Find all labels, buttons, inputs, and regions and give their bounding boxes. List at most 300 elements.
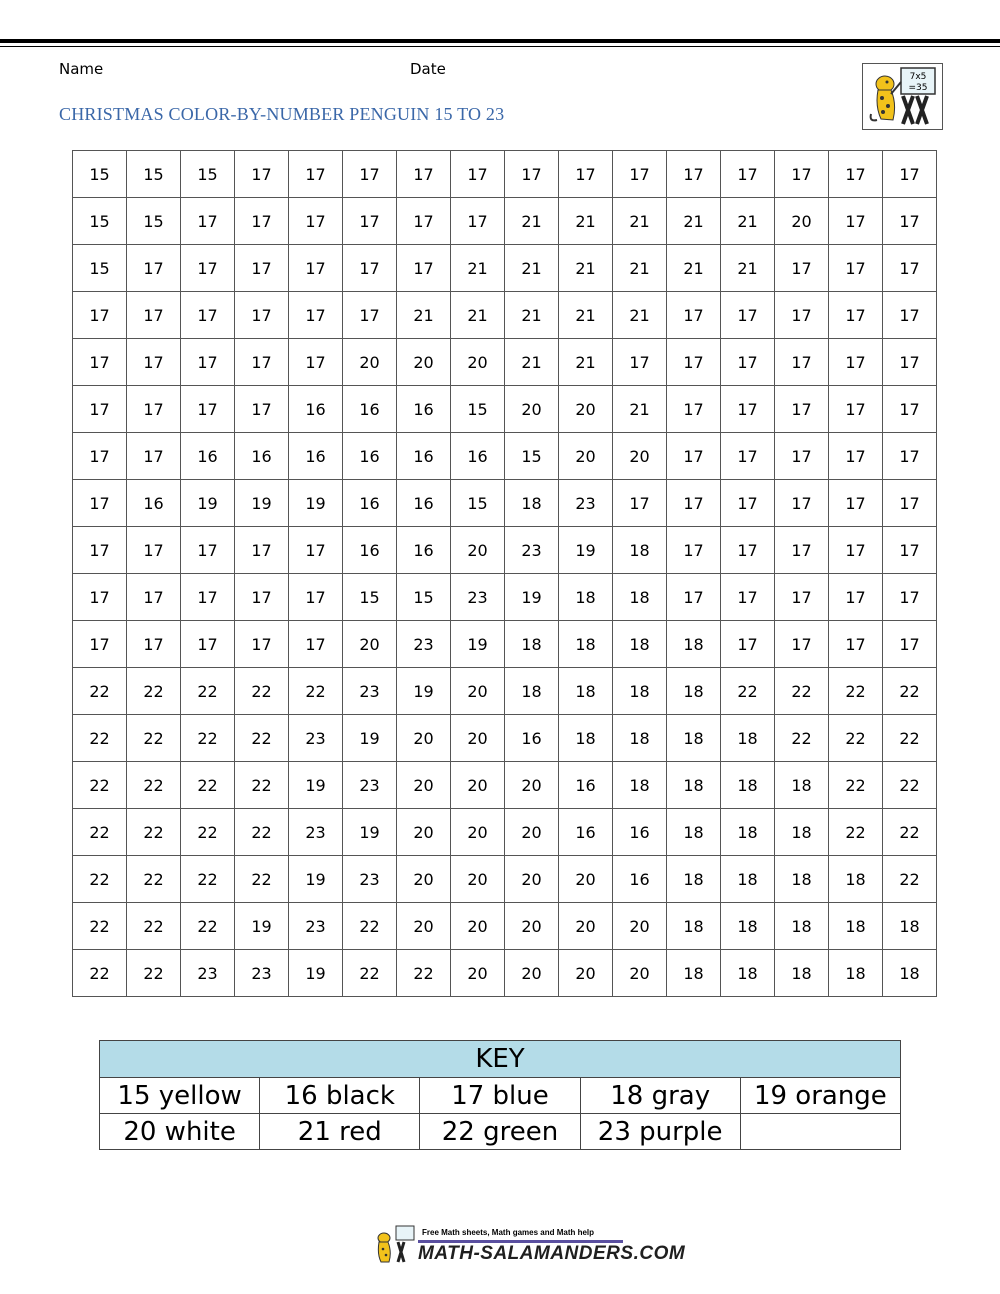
grid-cell: 17 <box>775 292 829 339</box>
grid-cell: 15 <box>127 198 181 245</box>
grid-cell: 17 <box>883 245 937 292</box>
grid-cell: 20 <box>775 198 829 245</box>
grid-cell: 23 <box>397 621 451 668</box>
grid-cell: 21 <box>559 198 613 245</box>
grid-cell: 22 <box>883 668 937 715</box>
key-cell: 22 green <box>420 1114 580 1150</box>
grid-cell: 17 <box>343 245 397 292</box>
grid-cell: 16 <box>127 480 181 527</box>
grid-cell: 17 <box>397 151 451 198</box>
grid-row <box>73 762 937 809</box>
grid-cell: 17 <box>667 339 721 386</box>
grid-cell: 17 <box>667 527 721 574</box>
grid-cell: 19 <box>451 621 505 668</box>
grid-cell: 17 <box>181 198 235 245</box>
grid-cell: 22 <box>73 762 127 809</box>
grid-cell: 23 <box>451 574 505 621</box>
grid-cell: 18 <box>559 715 613 762</box>
grid-cell: 18 <box>613 527 667 574</box>
grid-cell: 20 <box>559 950 613 997</box>
grid-cell: 21 <box>721 198 775 245</box>
grid-cell: 17 <box>883 621 937 668</box>
grid-cell: 23 <box>343 856 397 903</box>
grid-cell: 20 <box>613 950 667 997</box>
grid-cell: 18 <box>829 950 883 997</box>
key-header-row <box>100 1041 901 1078</box>
grid-cell: 17 <box>181 621 235 668</box>
grid-cell: 17 <box>721 574 775 621</box>
grid-row <box>73 339 937 386</box>
grid-cell: 18 <box>667 762 721 809</box>
grid-cell: 20 <box>451 903 505 950</box>
grid-row <box>73 903 937 950</box>
grid-cell: 16 <box>289 433 343 480</box>
grid-cell: 22 <box>73 950 127 997</box>
grid-cell: 21 <box>397 292 451 339</box>
grid-cell: 18 <box>775 809 829 856</box>
salamander-teacher-icon <box>863 64 942 129</box>
grid-row <box>73 527 937 574</box>
grid-cell: 17 <box>829 151 883 198</box>
page-title: CHRISTMAS COLOR-BY-NUMBER PENGUIN 15 TO 23 <box>59 104 505 124</box>
grid-cell: 17 <box>829 339 883 386</box>
grid-cell: 18 <box>721 950 775 997</box>
grid-cell: 22 <box>181 668 235 715</box>
grid-cell: 17 <box>181 245 235 292</box>
grid-cell: 22 <box>127 950 181 997</box>
grid-cell: 18 <box>559 574 613 621</box>
grid-cell: 17 <box>127 433 181 480</box>
grid-cell: 17 <box>181 339 235 386</box>
grid-cell: 17 <box>127 292 181 339</box>
grid-cell: 22 <box>397 950 451 997</box>
grid-cell: 19 <box>289 950 343 997</box>
grid-cell: 22 <box>343 903 397 950</box>
grid-cell: 18 <box>667 856 721 903</box>
footer-salamander-icon <box>372 1224 416 1266</box>
grid-cell: 15 <box>73 198 127 245</box>
grid-cell: 18 <box>667 621 721 668</box>
grid-cell: 21 <box>505 292 559 339</box>
grid-cell: 22 <box>829 668 883 715</box>
grid-row <box>73 574 937 621</box>
grid-cell: 22 <box>127 762 181 809</box>
grid-cell: 22 <box>73 809 127 856</box>
grid-cell: 18 <box>505 668 559 715</box>
grid-cell: 17 <box>829 574 883 621</box>
grid-cell: 20 <box>505 903 559 950</box>
grid-cell: 22 <box>127 856 181 903</box>
grid-cell: 22 <box>73 715 127 762</box>
grid-cell: 19 <box>289 856 343 903</box>
grid-cell: 17 <box>127 386 181 433</box>
grid-cell: 17 <box>883 480 937 527</box>
grid-cell: 17 <box>667 151 721 198</box>
grid-cell: 17 <box>775 151 829 198</box>
grid-cell: 22 <box>721 668 775 715</box>
grid-cell: 20 <box>397 715 451 762</box>
grid-cell: 21 <box>613 292 667 339</box>
grid-row <box>73 151 937 198</box>
grid-cell: 17 <box>235 527 289 574</box>
grid-cell: 17 <box>289 292 343 339</box>
grid-cell: 16 <box>559 809 613 856</box>
grid-cell: 17 <box>289 621 343 668</box>
grid-cell: 21 <box>613 245 667 292</box>
grid-cell: 17 <box>883 433 937 480</box>
grid-cell: 17 <box>343 198 397 245</box>
grid-cell: 16 <box>343 527 397 574</box>
grid-cell: 15 <box>505 433 559 480</box>
grid-cell: 17 <box>397 198 451 245</box>
grid-cell: 18 <box>667 809 721 856</box>
grid-row <box>73 809 937 856</box>
grid-cell: 17 <box>721 621 775 668</box>
grid-cell: 20 <box>451 339 505 386</box>
grid-cell: 23 <box>505 527 559 574</box>
grid-cell: 22 <box>235 809 289 856</box>
grid-cell: 18 <box>559 668 613 715</box>
grid-cell: 18 <box>505 480 559 527</box>
key-heading: KEY <box>100 1041 901 1078</box>
grid-cell: 19 <box>181 480 235 527</box>
grid-cell: 17 <box>775 480 829 527</box>
grid-cell: 21 <box>451 245 505 292</box>
grid-cell: 20 <box>505 856 559 903</box>
grid-cell: 16 <box>451 433 505 480</box>
grid-cell: 20 <box>505 809 559 856</box>
grid-cell: 18 <box>775 762 829 809</box>
top-rule-thick <box>0 39 1000 43</box>
grid-cell: 18 <box>505 621 559 668</box>
key-cell: 21 red <box>260 1114 420 1150</box>
grid-cell: 17 <box>559 151 613 198</box>
key-cell: 18 gray <box>580 1078 740 1114</box>
grid-cell: 17 <box>73 480 127 527</box>
grid-cell: 17 <box>613 339 667 386</box>
grid-cell: 20 <box>397 339 451 386</box>
grid-cell: 22 <box>127 668 181 715</box>
grid-cell: 17 <box>235 245 289 292</box>
grid-cell: 17 <box>235 151 289 198</box>
grid-cell: 17 <box>73 386 127 433</box>
grid-cell: 20 <box>559 386 613 433</box>
grid-cell: 23 <box>343 668 397 715</box>
grid-cell: 17 <box>73 292 127 339</box>
grid-cell: 17 <box>829 386 883 433</box>
grid-cell: 17 <box>73 527 127 574</box>
grid-row <box>73 950 937 997</box>
grid-cell: 18 <box>613 715 667 762</box>
grid-cell: 17 <box>829 245 883 292</box>
key-cell: 17 blue <box>420 1078 580 1114</box>
grid-cell: 16 <box>397 433 451 480</box>
grid-cell: 15 <box>127 151 181 198</box>
grid-cell: 17 <box>235 386 289 433</box>
grid-cell: 20 <box>559 903 613 950</box>
grid-cell: 16 <box>235 433 289 480</box>
grid-cell: 20 <box>559 433 613 480</box>
grid-cell: 16 <box>343 480 397 527</box>
grid-cell: 21 <box>505 245 559 292</box>
grid-cell: 19 <box>559 527 613 574</box>
grid-cell: 22 <box>127 809 181 856</box>
grid-row <box>73 386 937 433</box>
grid-cell: 18 <box>775 950 829 997</box>
grid-cell: 19 <box>343 809 397 856</box>
grid-cell: 17 <box>343 292 397 339</box>
grid-cell: 17 <box>127 245 181 292</box>
grid-cell: 15 <box>343 574 397 621</box>
grid-cell: 18 <box>883 903 937 950</box>
grid-cell: 17 <box>127 621 181 668</box>
grid-cell: 18 <box>613 668 667 715</box>
grid-cell: 19 <box>289 480 343 527</box>
grid-cell: 18 <box>667 715 721 762</box>
grid-cell: 19 <box>235 903 289 950</box>
grid-cell: 22 <box>181 762 235 809</box>
grid-cell: 15 <box>181 151 235 198</box>
grid-row <box>73 198 937 245</box>
grid-cell: 17 <box>775 339 829 386</box>
grid-cell: 20 <box>343 339 397 386</box>
grid-cell: 17 <box>73 433 127 480</box>
grid-cell: 17 <box>235 339 289 386</box>
grid-cell: 17 <box>721 527 775 574</box>
grid-cell: 20 <box>505 950 559 997</box>
grid-cell: 20 <box>397 903 451 950</box>
grid-cell: 15 <box>397 574 451 621</box>
grid-cell: 16 <box>505 715 559 762</box>
grid-cell: 23 <box>235 950 289 997</box>
grid-cell: 20 <box>397 762 451 809</box>
grid-cell: 17 <box>883 574 937 621</box>
grid-cell: 18 <box>613 621 667 668</box>
key-row <box>100 1078 901 1114</box>
grid-cell: 20 <box>451 809 505 856</box>
name-label: Name <box>59 60 104 78</box>
grid-cell: 22 <box>883 809 937 856</box>
grid-cell: 17 <box>721 433 775 480</box>
date-label: Date <box>410 60 446 78</box>
grid-cell: 17 <box>181 292 235 339</box>
color-key-table <box>99 1040 901 1150</box>
grid-cell: 23 <box>559 480 613 527</box>
grid-cell: 17 <box>181 527 235 574</box>
grid-cell: 18 <box>775 856 829 903</box>
grid-cell: 17 <box>181 386 235 433</box>
color-by-number-grid <box>72 150 937 997</box>
grid-cell: 20 <box>343 621 397 668</box>
grid-cell: 18 <box>829 856 883 903</box>
grid-cell: 17 <box>667 292 721 339</box>
grid-cell: 16 <box>343 386 397 433</box>
grid-cell: 22 <box>775 668 829 715</box>
grid-cell: 18 <box>667 903 721 950</box>
grid-cell: 15 <box>73 245 127 292</box>
grid-cell: 20 <box>613 903 667 950</box>
grid-cell: 16 <box>343 433 397 480</box>
grid-cell: 18 <box>721 903 775 950</box>
grid-cell: 18 <box>721 762 775 809</box>
grid-cell: 18 <box>559 621 613 668</box>
grid-row <box>73 856 937 903</box>
grid-cell: 17 <box>127 527 181 574</box>
grid-cell: 16 <box>397 386 451 433</box>
grid-cell: 17 <box>613 151 667 198</box>
grid-cell: 23 <box>289 715 343 762</box>
grid-cell: 16 <box>397 527 451 574</box>
grid-cell: 17 <box>451 198 505 245</box>
grid-cell: 20 <box>451 715 505 762</box>
key-cell: 19 orange <box>740 1078 900 1114</box>
grid-cell: 22 <box>829 809 883 856</box>
grid-cell: 17 <box>451 151 505 198</box>
grid-cell: 20 <box>451 762 505 809</box>
footer-tagline: Free Math sheets, Math games and Math help <box>422 1228 595 1237</box>
grid-cell: 17 <box>775 245 829 292</box>
grid-cell: 16 <box>559 762 613 809</box>
grid-cell: 18 <box>883 950 937 997</box>
grid-cell: 17 <box>721 339 775 386</box>
grid-cell: 21 <box>613 386 667 433</box>
grid-cell: 19 <box>343 715 397 762</box>
grid-cell: 22 <box>883 856 937 903</box>
grid-row <box>73 480 937 527</box>
grid-cell: 22 <box>235 762 289 809</box>
grid-cell: 17 <box>289 198 343 245</box>
grid-cell: 23 <box>343 762 397 809</box>
grid-cell: 17 <box>235 621 289 668</box>
grid-cell: 20 <box>613 433 667 480</box>
grid-row <box>73 433 937 480</box>
grid-cell: 22 <box>127 903 181 950</box>
grid-row <box>73 715 937 762</box>
grid-cell: 23 <box>289 809 343 856</box>
grid-cell: 15 <box>451 480 505 527</box>
grid-cell: 20 <box>451 950 505 997</box>
grid-cell: 22 <box>829 715 883 762</box>
grid-cell: 22 <box>883 715 937 762</box>
key-cell: 20 white <box>100 1114 260 1150</box>
grid-cell: 18 <box>613 574 667 621</box>
grid-cell: 21 <box>451 292 505 339</box>
key-row <box>100 1114 901 1150</box>
grid-cell: 20 <box>451 668 505 715</box>
grid-cell: 17 <box>883 386 937 433</box>
grid-cell: 22 <box>235 668 289 715</box>
grid-cell: 17 <box>667 433 721 480</box>
salamander-logo <box>862 63 943 130</box>
grid-cell: 22 <box>181 903 235 950</box>
grid-cell: 17 <box>883 151 937 198</box>
grid-cell: 22 <box>235 856 289 903</box>
grid-cell: 17 <box>397 245 451 292</box>
grid-cell: 18 <box>721 856 775 903</box>
grid-cell: 17 <box>73 574 127 621</box>
grid-cell: 15 <box>451 386 505 433</box>
grid-cell: 22 <box>181 856 235 903</box>
grid-cell: 17 <box>775 433 829 480</box>
grid-cell: 17 <box>181 574 235 621</box>
footer-site-name[interactable]: MATH-SALAMANDERS.COM <box>418 1243 686 1264</box>
grid-cell: 17 <box>343 151 397 198</box>
grid-cell: 22 <box>343 950 397 997</box>
grid-row <box>73 621 937 668</box>
grid-cell: 20 <box>451 527 505 574</box>
grid-cell: 22 <box>289 668 343 715</box>
grid-cell: 17 <box>505 151 559 198</box>
grid-cell: 18 <box>721 715 775 762</box>
grid-cell: 17 <box>235 574 289 621</box>
grid-cell: 17 <box>127 339 181 386</box>
grid-cell: 17 <box>73 621 127 668</box>
grid-row <box>73 668 937 715</box>
grid-cell: 17 <box>667 386 721 433</box>
grid-cell: 19 <box>505 574 559 621</box>
grid-cell: 17 <box>721 386 775 433</box>
grid-cell: 16 <box>613 856 667 903</box>
logo-board-line1: 7x5 <box>909 72 927 82</box>
grid-cell: 20 <box>505 762 559 809</box>
grid-cell: 17 <box>775 386 829 433</box>
grid-cell: 17 <box>883 198 937 245</box>
grid-cell: 22 <box>181 809 235 856</box>
grid-cell: 18 <box>721 809 775 856</box>
grid-cell: 17 <box>613 480 667 527</box>
grid-cell: 21 <box>559 339 613 386</box>
logo-board-line2: =35 <box>908 83 928 93</box>
key-cell: 15 yellow <box>100 1078 260 1114</box>
grid-cell: 22 <box>127 715 181 762</box>
grid-cell: 16 <box>613 809 667 856</box>
key-cell: 16 black <box>260 1078 420 1114</box>
grid-cell: 17 <box>775 621 829 668</box>
grid-cell: 23 <box>289 903 343 950</box>
grid-cell: 18 <box>667 950 721 997</box>
grid-cell: 17 <box>775 574 829 621</box>
grid-cell: 22 <box>775 715 829 762</box>
grid-cell: 18 <box>613 762 667 809</box>
grid-cell: 21 <box>667 245 721 292</box>
grid-cell: 22 <box>73 903 127 950</box>
key-cell-empty <box>740 1114 900 1150</box>
grid-cell: 20 <box>505 386 559 433</box>
grid-cell: 17 <box>127 574 181 621</box>
grid-cell: 17 <box>289 245 343 292</box>
grid-cell: 19 <box>289 762 343 809</box>
grid-row <box>73 245 937 292</box>
grid-cell: 17 <box>667 480 721 527</box>
grid-cell: 17 <box>829 480 883 527</box>
grid-cell: 17 <box>883 527 937 574</box>
grid-cell: 17 <box>289 151 343 198</box>
grid-cell: 20 <box>397 809 451 856</box>
grid-cell: 17 <box>721 480 775 527</box>
grid-cell: 17 <box>73 339 127 386</box>
grid-cell: 21 <box>505 339 559 386</box>
grid-cell: 21 <box>721 245 775 292</box>
grid-cell: 22 <box>181 715 235 762</box>
grid-cell: 21 <box>559 292 613 339</box>
grid-cell: 22 <box>829 762 883 809</box>
footer-branding[interactable] <box>372 1224 686 1266</box>
grid-cell: 16 <box>397 480 451 527</box>
grid-cell: 17 <box>883 292 937 339</box>
grid-cell: 15 <box>73 151 127 198</box>
grid-cell: 22 <box>73 856 127 903</box>
grid-cell: 21 <box>613 198 667 245</box>
